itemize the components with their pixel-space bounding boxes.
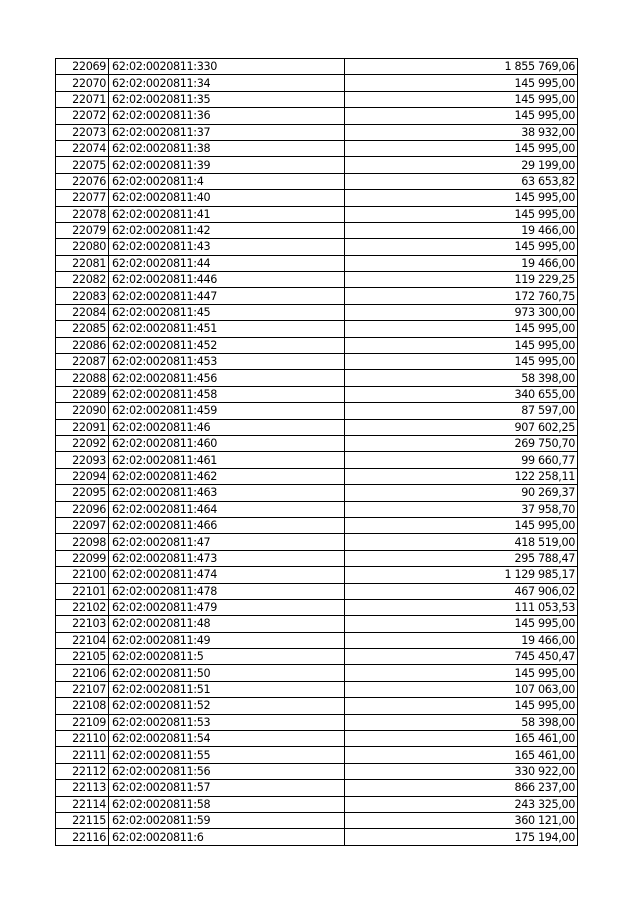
cadastral-number-cell: 62:02:0020811:458: [109, 386, 345, 402]
cadastral-value-cell: 907 602,25: [345, 419, 578, 435]
table-row: [56, 272, 578, 288]
row-number-cell: 22078: [56, 206, 109, 222]
cadastral-number-cell: 62:02:0020811:42: [109, 222, 345, 238]
table-row: [56, 108, 578, 124]
table-row: [56, 649, 578, 665]
cadastral-number-cell: 62:02:0020811:57: [109, 780, 345, 796]
cadastral-number-cell: 62:02:0020811:50: [109, 665, 345, 681]
cadastral-value-cell: 467 906,02: [345, 583, 578, 599]
cadastral-number-cell: 62:02:0020811:39: [109, 157, 345, 173]
row-number-cell: 22110: [56, 731, 109, 747]
table-row: [56, 616, 578, 632]
row-number-cell: 22070: [56, 75, 109, 91]
row-number-cell: 22098: [56, 534, 109, 550]
row-number-cell: 22074: [56, 140, 109, 156]
cadastral-value-cell: 165 461,00: [345, 747, 578, 763]
cadastral-number-cell: 62:02:0020811:38: [109, 140, 345, 156]
cadastral-value-cell: 973 300,00: [345, 304, 578, 320]
row-number-cell: 22087: [56, 354, 109, 370]
table-row: [56, 452, 578, 468]
row-number-cell: 22097: [56, 517, 109, 533]
table-row: [56, 354, 578, 370]
cadastral-value-cell: 19 466,00: [345, 632, 578, 648]
cadastral-value-cell: 111 053,53: [345, 599, 578, 615]
table-row: [56, 714, 578, 730]
table-row: [56, 222, 578, 238]
cadastral-number-cell: 62:02:0020811:453: [109, 354, 345, 370]
cadastral-value-cell: 145 995,00: [345, 354, 578, 370]
row-number-cell: 22085: [56, 321, 109, 337]
table-row: [56, 140, 578, 156]
cadastral-value-cell: 243 325,00: [345, 796, 578, 812]
row-number-cell: 22079: [56, 222, 109, 238]
cadastral-number-cell: 62:02:0020811:456: [109, 370, 345, 386]
cadastral-number-cell: 62:02:0020811:464: [109, 501, 345, 517]
row-number-cell: 22112: [56, 763, 109, 779]
cadastral-value-cell: 145 995,00: [345, 91, 578, 107]
cadastral-value-cell: 145 995,00: [345, 517, 578, 533]
table-row: [56, 124, 578, 140]
cadastral-number-cell: 62:02:0020811:35: [109, 91, 345, 107]
table-row: [56, 829, 578, 845]
table-row: [56, 288, 578, 304]
table-row: [56, 59, 578, 75]
cadastral-value-cell: 37 958,70: [345, 501, 578, 517]
table-row: [56, 337, 578, 353]
cadastral-number-cell: 62:02:0020811:478: [109, 583, 345, 599]
row-number-cell: 22092: [56, 435, 109, 451]
table-row: [56, 517, 578, 533]
row-number-cell: 22081: [56, 255, 109, 271]
table-row: [56, 731, 578, 747]
table-row: [56, 681, 578, 697]
cadastral-value-cell: 145 995,00: [345, 140, 578, 156]
table-row: [56, 157, 578, 173]
table-row: [56, 75, 578, 91]
row-number-cell: 22107: [56, 681, 109, 697]
cadastral-value-table: [55, 58, 578, 846]
row-number-cell: 22114: [56, 796, 109, 812]
row-number-cell: 22109: [56, 714, 109, 730]
table-row: [56, 747, 578, 763]
cadastral-value-cell: 145 995,00: [345, 239, 578, 255]
row-number-cell: 22094: [56, 468, 109, 484]
cadastral-value-cell: 29 199,00: [345, 157, 578, 173]
cadastral-number-cell: 62:02:0020811:47: [109, 534, 345, 550]
table-row: [56, 632, 578, 648]
cadastral-value-cell: 19 466,00: [345, 222, 578, 238]
row-number-cell: 22106: [56, 665, 109, 681]
table-row: [56, 173, 578, 189]
cadastral-value-cell: 340 655,00: [345, 386, 578, 402]
table-row: [56, 550, 578, 566]
cadastral-number-cell: 62:02:0020811:459: [109, 403, 345, 419]
table-row: [56, 435, 578, 451]
row-number-cell: 22115: [56, 812, 109, 828]
cadastral-number-cell: 62:02:0020811:452: [109, 337, 345, 353]
cadastral-number-cell: 62:02:0020811:48: [109, 616, 345, 632]
cadastral-number-cell: 62:02:0020811:51: [109, 681, 345, 697]
cadastral-number-cell: 62:02:0020811:462: [109, 468, 345, 484]
cadastral-value-cell: 122 258,11: [345, 468, 578, 484]
cadastral-number-cell: 62:02:0020811:43: [109, 239, 345, 255]
table-row: [56, 321, 578, 337]
cadastral-number-cell: 62:02:0020811:460: [109, 435, 345, 451]
table-row: [56, 534, 578, 550]
row-number-cell: 22100: [56, 567, 109, 583]
row-number-cell: 22108: [56, 698, 109, 714]
table-row: [56, 698, 578, 714]
cadastral-value-cell: 107 063,00: [345, 681, 578, 697]
cadastral-number-cell: 62:02:0020811:58: [109, 796, 345, 812]
cadastral-value-cell: 295 788,47: [345, 550, 578, 566]
cadastral-number-cell: 62:02:0020811:479: [109, 599, 345, 615]
cadastral-number-cell: 62:02:0020811:446: [109, 272, 345, 288]
table-row: [56, 665, 578, 681]
table-row: [56, 206, 578, 222]
cadastral-number-cell: 62:02:0020811:45: [109, 304, 345, 320]
cadastral-number-cell: 62:02:0020811:59: [109, 812, 345, 828]
cadastral-value-cell: 145 995,00: [345, 698, 578, 714]
table-row: [56, 190, 578, 206]
table-row: [56, 386, 578, 402]
cadastral-value-cell: 145 995,00: [345, 337, 578, 353]
table-row: [56, 583, 578, 599]
row-number-cell: 22072: [56, 108, 109, 124]
cadastral-value-cell: 330 922,00: [345, 763, 578, 779]
table-row: [56, 796, 578, 812]
cadastral-number-cell: 62:02:0020811:330: [109, 59, 345, 75]
cadastral-number-cell: 62:02:0020811:44: [109, 255, 345, 271]
table-row: [56, 91, 578, 107]
cadastral-number-cell: 62:02:0020811:40: [109, 190, 345, 206]
cadastral-value-cell: 165 461,00: [345, 731, 578, 747]
cadastral-value-cell: 99 660,77: [345, 452, 578, 468]
cadastral-value-cell: 58 398,00: [345, 714, 578, 730]
row-number-cell: 22101: [56, 583, 109, 599]
cadastral-number-cell: 62:02:0020811:6: [109, 829, 345, 845]
cadastral-number-cell: 62:02:0020811:466: [109, 517, 345, 533]
table-row: [56, 485, 578, 501]
row-number-cell: 22089: [56, 386, 109, 402]
row-number-cell: 22071: [56, 91, 109, 107]
cadastral-value-cell: 145 995,00: [345, 665, 578, 681]
row-number-cell: 22075: [56, 157, 109, 173]
cadastral-value-cell: 38 932,00: [345, 124, 578, 140]
cadastral-number-cell: 62:02:0020811:451: [109, 321, 345, 337]
cadastral-value-cell: 269 750,70: [345, 435, 578, 451]
cadastral-number-cell: 62:02:0020811:473: [109, 550, 345, 566]
table-row: [56, 255, 578, 271]
cadastral-value-cell: 1 129 985,17: [345, 567, 578, 583]
row-number-cell: 22111: [56, 747, 109, 763]
cadastral-value-cell: 119 229,25: [345, 272, 578, 288]
row-number-cell: 22083: [56, 288, 109, 304]
cadastral-value-cell: 19 466,00: [345, 255, 578, 271]
cadastral-number-cell: 62:02:0020811:37: [109, 124, 345, 140]
cadastral-value-cell: 145 995,00: [345, 75, 578, 91]
table-row: [56, 304, 578, 320]
row-number-cell: 22099: [56, 550, 109, 566]
cadastral-number-cell: 62:02:0020811:56: [109, 763, 345, 779]
cadastral-value-cell: 58 398,00: [345, 370, 578, 386]
cadastral-value-cell: 866 237,00: [345, 780, 578, 796]
cadastral-value-cell: 360 121,00: [345, 812, 578, 828]
cadastral-value-cell: 1 855 769,06: [345, 59, 578, 75]
row-number-cell: 22105: [56, 649, 109, 665]
cadastral-value-cell: 87 597,00: [345, 403, 578, 419]
cadastral-number-cell: 62:02:0020811:461: [109, 452, 345, 468]
cadastral-number-cell: 62:02:0020811:474: [109, 567, 345, 583]
cadastral-number-cell: 62:02:0020811:46: [109, 419, 345, 435]
row-number-cell: 22088: [56, 370, 109, 386]
row-number-cell: 22096: [56, 501, 109, 517]
cadastral-value-cell: 745 450,47: [345, 649, 578, 665]
row-number-cell: 22091: [56, 419, 109, 435]
row-number-cell: 22095: [56, 485, 109, 501]
cadastral-value-cell: 418 519,00: [345, 534, 578, 550]
cadastral-number-cell: 62:02:0020811:5: [109, 649, 345, 665]
table-row: [56, 763, 578, 779]
cadastral-value-cell: 145 995,00: [345, 108, 578, 124]
cadastral-number-cell: 62:02:0020811:463: [109, 485, 345, 501]
row-number-cell: 22093: [56, 452, 109, 468]
table-row: [56, 501, 578, 517]
table-row: [56, 370, 578, 386]
row-number-cell: 22082: [56, 272, 109, 288]
row-number-cell: 22084: [56, 304, 109, 320]
cadastral-value-cell: 90 269,37: [345, 485, 578, 501]
row-number-cell: 22076: [56, 173, 109, 189]
cadastral-number-cell: 62:02:0020811:52: [109, 698, 345, 714]
cadastral-number-cell: 62:02:0020811:49: [109, 632, 345, 648]
cadastral-number-cell: 62:02:0020811:34: [109, 75, 345, 91]
cadastral-number-cell: 62:02:0020811:54: [109, 731, 345, 747]
table-body: [56, 59, 578, 846]
cadastral-number-cell: 62:02:0020811:53: [109, 714, 345, 730]
cadastral-value-cell: 145 995,00: [345, 321, 578, 337]
row-number-cell: 22104: [56, 632, 109, 648]
cadastral-number-cell: 62:02:0020811:55: [109, 747, 345, 763]
row-number-cell: 22103: [56, 616, 109, 632]
cadastral-value-cell: 63 653,82: [345, 173, 578, 189]
row-number-cell: 22116: [56, 829, 109, 845]
row-number-cell: 22080: [56, 239, 109, 255]
row-number-cell: 22073: [56, 124, 109, 140]
table-row: [56, 599, 578, 615]
cadastral-value-cell: 172 760,75: [345, 288, 578, 304]
row-number-cell: 22077: [56, 190, 109, 206]
row-number-cell: 22090: [56, 403, 109, 419]
row-number-cell: 22069: [56, 59, 109, 75]
table-row: [56, 403, 578, 419]
table-row: [56, 468, 578, 484]
row-number-cell: 22102: [56, 599, 109, 615]
table-row: [56, 780, 578, 796]
table-row: [56, 419, 578, 435]
cadastral-value-cell: 145 995,00: [345, 206, 578, 222]
cadastral-value-cell: 145 995,00: [345, 190, 578, 206]
table-row: [56, 812, 578, 828]
cadastral-value-cell: 145 995,00: [345, 616, 578, 632]
row-number-cell: 22086: [56, 337, 109, 353]
cadastral-number-cell: 62:02:0020811:447: [109, 288, 345, 304]
table-row: [56, 567, 578, 583]
cadastral-number-cell: 62:02:0020811:36: [109, 108, 345, 124]
row-number-cell: 22113: [56, 780, 109, 796]
cadastral-number-cell: 62:02:0020811:4: [109, 173, 345, 189]
cadastral-value-cell: 175 194,00: [345, 829, 578, 845]
table-row: [56, 239, 578, 255]
cadastral-number-cell: 62:02:0020811:41: [109, 206, 345, 222]
